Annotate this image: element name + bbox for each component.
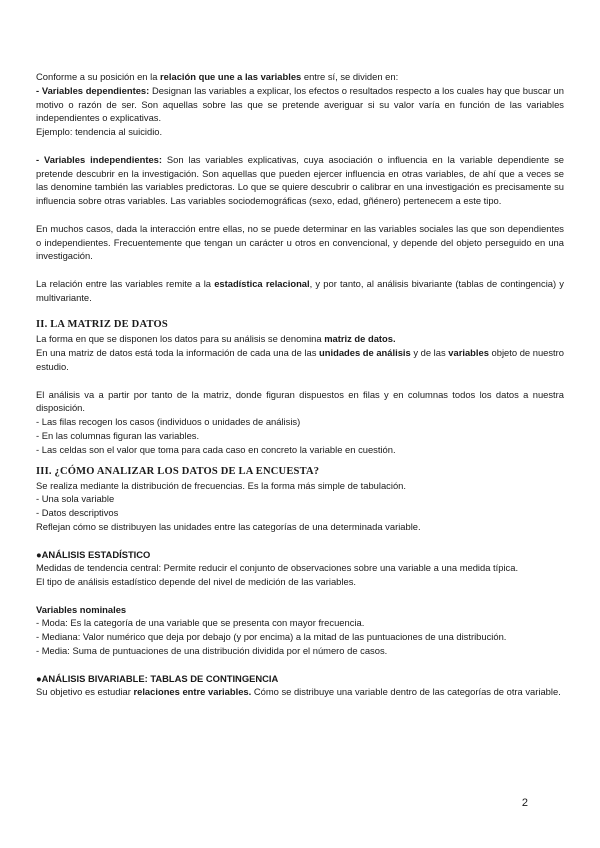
frequency-line: Se realiza mediante la distribución de frecuencias. Es la forma más simple de tabulación. [36,479,406,491]
text: Su objetivo es estudiar [36,686,134,698]
text: , y por tanto, al análisis bivariante (tablas de contingencia) y multivariante. [36,277,564,303]
matriz-content [36,346,564,374]
intro-paragraph [36,70,564,84]
list-item: - Las filas recogen los casos (individuos o unidades de análisis) [36,416,301,428]
bold-term: Variables independientes: [44,153,162,165]
estad-line: Medidas de tendencia central: Permite reducir el conjunto de observaciones sobre una variable a una medida típica. [36,562,519,574]
bold-term: matriz de datos. [324,333,396,345]
text: objeto de nuestro estudio. [36,347,564,372]
text: Conforme a su posición en la [36,71,161,82]
page-number: 2 [521,797,528,809]
independent-variables-paragraph [36,153,564,208]
bold-term: relaciones entre variables. [133,686,252,698]
dependent-variables-paragraph [36,84,564,125]
list-item: - Datos descriptivos [36,507,119,519]
bold-term: variables [448,347,489,359]
list-item: - Moda: Es la categoría de una variable que se presenta con mayor frecuencia. [36,617,365,629]
matriz-definition [36,332,564,346]
bivariable-paragraph [36,685,564,699]
estad-line: El tipo de análisis estadístico depende del nivel de medición de las variables. [36,576,356,588]
text: En una matriz de datos está toda la información de cada una de las [36,347,320,359]
bold-term: estadística relacional [214,277,310,289]
list-item: - Las celdas son el valor que toma para cada caso en concreto la variable en cuestión. [36,443,396,455]
text: La relación entre las variables remite a la [36,277,215,289]
text: Cómo se distribuye una variable dentro de las categorías de otra variable. [251,686,561,698]
list-item: - En las columnas figuran las variables. [36,429,200,441]
list-item: - Mediana: Valor numérico que deja por debajo (y por encima) a la mitad de las puntuaciones de una distribución. [36,631,507,643]
heading-analisis-estadistico: ●ANÁLISIS ESTADÍSTICO [36,548,151,560]
heading-analisis-bivariable: ●ANÁLISIS BIVARIABLE: TABLAS DE CONTINGENCIA [36,672,279,684]
section-title-matriz: II. LA MATRIZ DE DATOS [36,319,168,331]
text: Designan las variables a explicar, los efectos o resultados respecto a los cuales hay que buscar un motivo o razón de ser. Son aquellas sobre las que se pretende averiguar si su valor varía en función de las variables independientes o explicativas. [36,84,564,124]
list-item: - Una sola variable [36,493,115,505]
section-title-analizar: III. ¿CÓMO ANALIZAR LOS DATOS DE LA ENCUESTA? [36,465,320,477]
document-page [36,70,564,699]
bold-text: relación que une a las variables [160,71,302,82]
matriz-analysis: El análisis va a partir por tanto de la matriz, donde figuran dispuestos en filas y en columnas todos los datos a nuestra disposición. [36,388,564,414]
bold-term: Variables dependientes: [41,84,150,96]
list-item: - Media: Suma de puntuaciones de una distribución dividida por el número de casos. [36,645,388,657]
bullet-dash: - [36,84,42,96]
example-line: Ejemplo: tendencia al suicidio. [36,126,163,138]
text: y de las [410,347,449,359]
text: Son las variables explicativas, cuya asociación o influencia en la variable dependiente se pretende descubrir en la investigación. Son aquellas que pueden ejercer influencia en otras variables, de ahí que a veces se las denomine también las variables predictoras. Lo que se quiere descubrir o calibrar en una investigación es precisamente su influencia sobre otras variables. Las variables sociodemográficas (sexo, edad, gñénero) pertenecem a este tipo. [36,153,564,207]
interaction-paragraph: En muchos casos, dada la interacción entre ellas, no se puede determinar en las variables sociales las que son dependientes o independientes. Frecuentemente que tengan un carácter u otros en convencional, y depende del objeto perseguido en una investigación. [36,222,564,262]
relational-paragraph [36,277,564,305]
bullet-dash: - [36,153,45,165]
text: La forma en que se disponen los datos para su análisis se denomina [36,333,325,345]
distribution-line: Reflejan cómo se distribuyen las unidades entre las categorías de una determinada variable. [36,520,421,532]
heading-variables-nominales: Variables nominales [36,603,127,615]
bold-term: unidades de análisis [319,347,411,359]
text: entre sí, se dividen en: [301,71,399,82]
